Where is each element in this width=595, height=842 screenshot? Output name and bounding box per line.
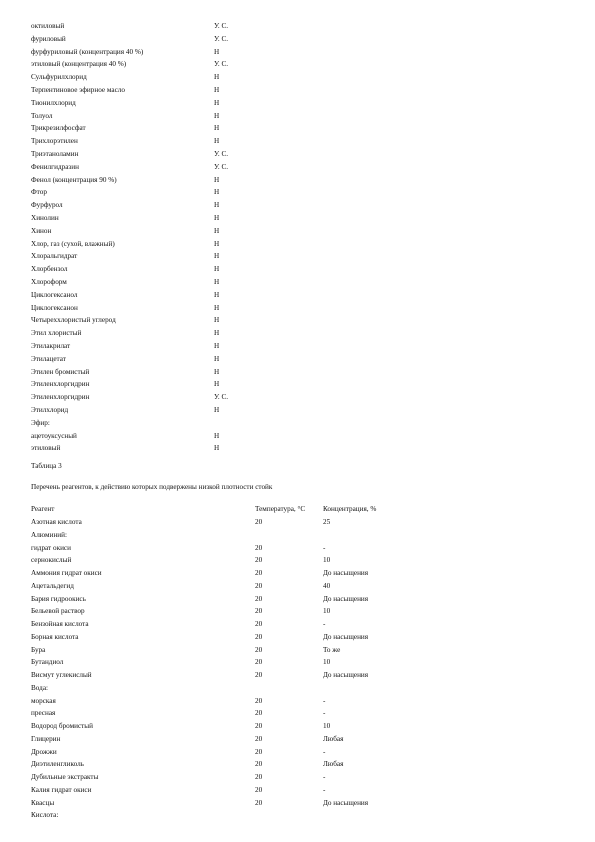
table-row <box>0 797 595 809</box>
concentration-cell: 10 <box>323 607 331 616</box>
reagent-cell: Циклогексанол <box>31 290 78 299</box>
concentration-cell: До насыщения <box>323 569 369 577</box>
resistance-cell: У. С. <box>214 22 229 30</box>
resistance-cell: Н <box>214 431 220 440</box>
concentration-cell: До насыщения <box>323 632 369 641</box>
resistance-cell: Н <box>214 342 220 350</box>
reagent-cell: Калия гидрат окиси <box>31 785 92 794</box>
table-row <box>0 110 595 122</box>
table-row <box>0 391 595 403</box>
reagent-cell: Этилхлорид <box>31 406 69 414</box>
table-row <box>0 225 595 237</box>
temperature-cell: 20 <box>255 747 263 756</box>
reagent-cell: Хинолин <box>31 214 59 222</box>
reagent-cell: Аммония гидрат окиси <box>31 569 102 577</box>
reagent-cell: Дубильные экстракты <box>31 773 99 781</box>
concentration-cell: - <box>323 785 326 794</box>
reagent-cell: Фенилгидразин <box>31 162 79 171</box>
table-row <box>0 378 595 390</box>
resistance-cell: Н <box>214 239 220 248</box>
table-row <box>0 417 595 429</box>
concentration-cell: - <box>323 543 326 552</box>
concentration-cell: - <box>323 696 326 705</box>
table-row <box>0 644 595 656</box>
table-row <box>0 366 595 378</box>
concentration-cell: То же <box>323 645 341 654</box>
table-row <box>0 212 595 224</box>
resistance-cell: Н <box>214 47 220 56</box>
reagent-cell: Дрожжи <box>31 747 57 756</box>
table-row <box>0 58 595 70</box>
concentration-cell: 10 <box>323 658 331 667</box>
table-row <box>0 353 595 365</box>
table-row <box>0 97 595 109</box>
concentration-cell: Любая <box>323 760 344 769</box>
reagent-cell: Фурфурол <box>31 201 63 210</box>
temperature-cell: 20 <box>255 632 263 641</box>
resistance-cell: У. С. <box>214 34 229 43</box>
resistance-cell: Н <box>214 226 220 235</box>
table-row <box>0 618 595 630</box>
reagent-cell: Триэтаноламин <box>31 150 79 158</box>
concentration-cell: 10 <box>323 722 331 730</box>
temperature-cell: 20 <box>255 620 263 628</box>
reagent-cell: Хинон <box>31 226 52 235</box>
temperature-cell: 20 <box>255 581 263 590</box>
table-row <box>0 135 595 147</box>
resistance-cell: Н <box>214 406 220 414</box>
table-row <box>0 733 595 745</box>
reagent-cell: Квасцы <box>31 798 55 807</box>
reagent-cell: Водород бромистый <box>31 722 93 730</box>
table-row <box>0 199 595 211</box>
reagent-cell: сернокислый <box>31 556 72 565</box>
resistance-cell: Н <box>214 188 220 197</box>
table-row <box>0 631 595 643</box>
temperature-cell: 20 <box>255 773 263 781</box>
resistance-cell: Н <box>214 252 220 261</box>
table-row <box>0 695 595 707</box>
table-row <box>0 771 595 783</box>
table-row <box>0 327 595 339</box>
reagent-cell: Бария гидроокись <box>31 594 86 603</box>
table-row <box>0 84 595 96</box>
resistance-cell: Н <box>214 444 220 453</box>
temperature-cell: 20 <box>255 658 263 667</box>
temperature-cell: 20 <box>255 734 263 743</box>
reagent-cell: Трикрезилфосфат <box>31 124 86 133</box>
temperature-cell: 20 <box>255 671 263 679</box>
temperature-cell: 20 <box>255 696 263 705</box>
resistance-cell: Н <box>214 380 220 389</box>
table-row <box>0 340 595 352</box>
table-row <box>0 720 595 732</box>
resistance-cell: Н <box>214 175 220 184</box>
reagent-cell: Этил хлористый <box>31 329 82 338</box>
table-row <box>0 302 595 314</box>
table-row <box>0 669 595 681</box>
concentration-cell: До насыщения <box>323 594 369 603</box>
table-row <box>0 122 595 134</box>
table-row <box>0 567 595 579</box>
table-row <box>0 404 595 416</box>
reagent-cell: Тионилхлорид <box>31 98 76 107</box>
table-row <box>0 186 595 198</box>
temperature-cell: 20 <box>255 709 263 718</box>
resistance-cell: У. С. <box>214 60 229 69</box>
reagent-cell: Этиленхлоргидрин <box>31 380 90 389</box>
temperature-cell: 20 <box>255 607 263 616</box>
concentration-cell: 10 <box>323 556 331 565</box>
resistance-cell: У. С. <box>214 162 229 171</box>
reagent-cell: Хлорбензол <box>31 265 68 274</box>
resistance-cell: Н <box>214 290 220 299</box>
table-row <box>0 289 595 301</box>
reagent-cell: Трихлорэтилен <box>31 137 78 146</box>
table-row <box>0 758 595 770</box>
resistance-cell: Н <box>214 367 220 376</box>
resistance-cell: Н <box>214 137 220 146</box>
table-row <box>0 542 595 554</box>
reagent-cell: Бензойная кислота <box>31 620 89 628</box>
concentration-cell: - <box>323 709 326 718</box>
resistance-cell: Н <box>214 354 220 363</box>
reagent-cell: ацетоуксусный <box>31 431 77 440</box>
reagent-cell: Кислота: <box>31 811 59 820</box>
table-row <box>0 682 595 694</box>
table-row <box>0 263 595 275</box>
resistance-cell: Н <box>214 329 220 338</box>
table-header-row <box>0 503 595 515</box>
reagent-cell: Хлороформ <box>31 278 67 286</box>
table-row <box>0 33 595 45</box>
table-row <box>0 20 595 32</box>
reagent-cell: Эфир: <box>31 418 50 427</box>
table-row <box>0 46 595 58</box>
reagent-cell: этиловый (концентрация 40 %) <box>31 60 127 69</box>
table-row <box>0 656 595 668</box>
header-reagent: Реагент <box>31 505 55 513</box>
reagent-cell: Бутандиол <box>31 658 64 667</box>
concentration-cell: - <box>323 773 326 781</box>
table-row <box>0 148 595 160</box>
reagent-cell: Этилакрилат <box>31 342 71 350</box>
table-row <box>0 250 595 262</box>
reagent-cell: Четыреххлористый углерод <box>31 316 116 325</box>
reagent-cell: Диэтиленгликоль <box>31 760 84 769</box>
temperature-cell: 20 <box>255 785 263 794</box>
resistance-cell: Н <box>214 316 220 325</box>
temperature-cell: 20 <box>255 543 263 552</box>
temperature-cell: 20 <box>255 645 263 654</box>
table-caption: Таблица 3 <box>31 462 62 470</box>
resistance-cell: Н <box>214 98 220 107</box>
reagent-cell: Бельевой раствор <box>31 607 85 616</box>
header-concentration: Концентрация, % <box>323 505 377 513</box>
temperature-cell: 20 <box>255 722 263 730</box>
resistance-cell: Н <box>214 73 220 82</box>
table-row <box>0 516 595 528</box>
temperature-cell: 20 <box>255 594 263 603</box>
reagent-cell: Азотная кислота <box>31 518 82 526</box>
reagent-cell: фурфуриловый (концентрация 40 %) <box>31 47 144 56</box>
concentration-cell: До насыщения <box>323 671 369 679</box>
reagent-cell: этиловый <box>31 444 61 453</box>
table-row <box>0 238 595 250</box>
reagent-cell: Хлоральгидрат <box>31 252 78 261</box>
table-title: Перечень реагентов, к действию которых подвержены низкой плотности стойк <box>31 483 273 491</box>
reagent-cell: Фенол (концентрация 90 %) <box>31 175 117 184</box>
resistance-cell: Н <box>214 265 220 274</box>
reagent-cell: гидрат окиси <box>31 543 71 552</box>
reagent-cell: Этилацетат <box>31 354 66 363</box>
resistance-cell: Н <box>214 278 220 286</box>
resistance-cell: Н <box>214 124 220 133</box>
concentration-cell: - <box>323 747 326 756</box>
resistance-cell: Н <box>214 201 220 210</box>
reagent-cell: Ацетальдегид <box>31 581 74 590</box>
resistance-cell: У. С. <box>214 393 229 402</box>
table-row <box>0 529 595 541</box>
table-row <box>0 161 595 173</box>
table-row <box>0 580 595 592</box>
table-row <box>0 809 595 821</box>
resistance-cell: Н <box>214 86 220 94</box>
temperature-cell: 20 <box>255 569 263 577</box>
concentration-cell: 40 <box>323 581 331 590</box>
reagent-cell: Циклогексанон <box>31 303 78 312</box>
temperature-cell: 20 <box>255 518 263 526</box>
reagent-cell: Висмут углекислый <box>31 671 92 679</box>
temperature-cell: 20 <box>255 556 263 565</box>
temperature-cell: 20 <box>255 798 263 807</box>
temperature-cell: 20 <box>255 760 263 769</box>
table-row <box>0 554 595 566</box>
resistance-cell: Н <box>214 214 220 222</box>
reagent-cell: Алюминий: <box>31 530 67 539</box>
concentration-cell: До насыщения <box>323 798 369 807</box>
resistance-cell: У. С. <box>214 150 229 158</box>
reagent-cell: Этиленхлоргидрин <box>31 393 90 402</box>
table-row <box>0 430 595 442</box>
reagent-cell: Толуол <box>31 111 53 120</box>
table-row <box>0 746 595 758</box>
resistance-cell: Н <box>214 303 220 312</box>
reagent-cell: фуриловый <box>31 34 66 43</box>
reagent-cell: Сульфурилхлорид <box>31 73 87 82</box>
reagent-cell: Борная кислота <box>31 632 79 641</box>
table-row <box>0 784 595 796</box>
header-temperature: Температура, °С <box>255 505 306 513</box>
table-row <box>0 71 595 83</box>
reagent-cell: октиловый <box>31 22 65 30</box>
table-row <box>0 593 595 605</box>
reagent-cell: Этилен бромистый <box>31 367 90 376</box>
reagent-cell: Вода: <box>31 683 49 692</box>
table-row <box>0 314 595 326</box>
resistance-cell: Н <box>214 111 220 120</box>
concentration-cell: Любая <box>323 734 344 743</box>
reagent-cell: Фтор <box>31 188 47 197</box>
table-row <box>0 605 595 617</box>
reagent-cell: Терпентиновое эфирное масло <box>31 86 125 94</box>
concentration-cell: - <box>323 620 326 628</box>
table-row <box>0 174 595 186</box>
reagent-cell: Хлор, газ (сухой, влажный) <box>31 239 115 248</box>
concentration-cell: 25 <box>323 518 331 526</box>
table-row <box>0 442 595 454</box>
reagent-cell: пресная <box>31 709 56 718</box>
table-row <box>0 707 595 719</box>
reagent-cell: морская <box>31 696 56 705</box>
reagent-cell: Бура <box>31 645 46 654</box>
table-row <box>0 276 595 288</box>
reagent-cell: Глицерин <box>31 734 61 743</box>
